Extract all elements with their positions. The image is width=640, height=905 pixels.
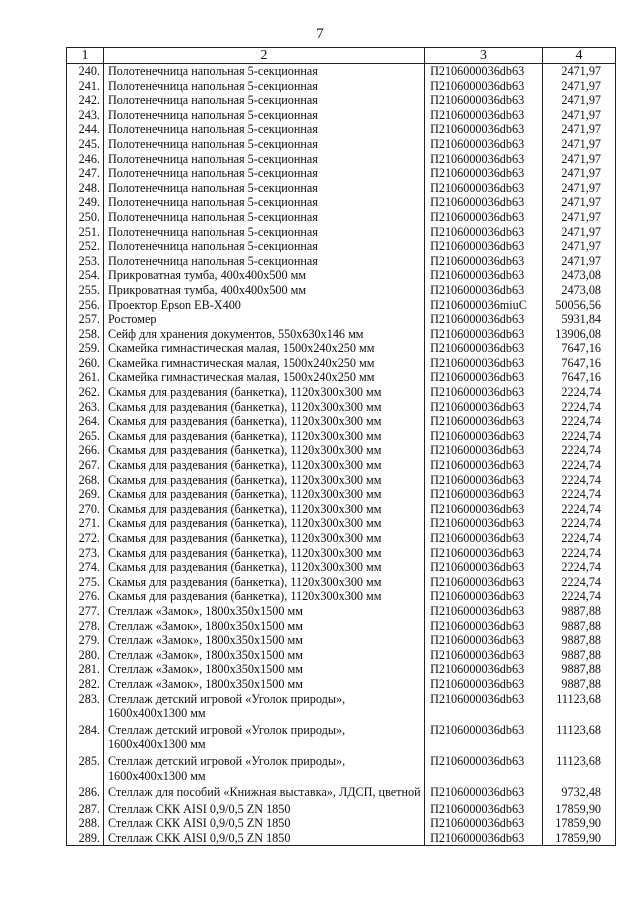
item-price: 9887,88	[543, 662, 616, 677]
item-price: 17859,90	[543, 802, 616, 817]
table-row	[67, 385, 616, 400]
table-row	[67, 662, 616, 677]
item-name: Скамейка гимнастическая малая, 1500x240x250 мм	[103, 370, 424, 385]
table-row	[67, 531, 616, 546]
item-price: 2471,97	[543, 79, 616, 94]
item-price: 2224,74	[543, 473, 616, 488]
inventory-code: П2106000036db63	[425, 108, 543, 123]
table-header	[67, 48, 616, 64]
table-row	[67, 239, 616, 254]
inventory-code: П2106000036db63	[425, 648, 543, 663]
item-price: 9887,88	[543, 604, 616, 619]
item-name: Стеллаж «Замок», 1800x350x1500 мм	[103, 619, 424, 634]
item-price: 2471,97	[543, 108, 616, 123]
inventory-code: П2106000036db63	[425, 662, 543, 677]
item-price: 2471,97	[543, 210, 616, 225]
inventory-code: П2106000036db63	[425, 546, 543, 561]
item-name: Полотенечница напольная 5-секционная	[103, 152, 424, 167]
item-name: Полотенечница напольная 5-секционная	[103, 181, 424, 196]
table-row	[67, 802, 616, 817]
item-name: Полотенечница напольная 5-секционная	[103, 210, 424, 225]
row-number: 240.	[67, 64, 104, 79]
item-name: Полотенечница напольная 5-секционная	[103, 108, 424, 123]
inventory-code: П2106000036db63	[425, 195, 543, 210]
column-header-price: 4	[543, 48, 616, 64]
inventory-code: П2106000036db63	[425, 400, 543, 415]
item-name: Стеллаж СКК AISI 0,9/0,5 ZN 1850	[103, 802, 424, 817]
inventory-code: П2106000036db63	[425, 785, 543, 802]
item-name: Сейф для хранения документов, 550x630x146 мм	[103, 327, 424, 342]
item-price: 2471,97	[543, 254, 616, 269]
inventory-code: П2106000036db63	[425, 443, 543, 458]
item-price: 2224,74	[543, 531, 616, 546]
table-row	[67, 370, 616, 385]
row-number: 250.	[67, 210, 104, 225]
item-name: Стеллаж «Замок», 1800x350x1500 мм	[103, 648, 424, 663]
table-row	[67, 604, 616, 619]
row-number: 285.	[67, 754, 104, 785]
item-price: 11123,68	[543, 723, 616, 754]
row-number: 283.	[67, 692, 104, 723]
inventory-code: П2106000036db63	[425, 225, 543, 240]
table-row	[67, 93, 616, 108]
table-row	[67, 723, 616, 754]
item-price: 5931,84	[543, 312, 616, 327]
item-price: 2224,74	[543, 516, 616, 531]
inventory-code: П2106000036db63	[425, 754, 543, 785]
item-name: Полотенечница напольная 5-секционная	[103, 64, 424, 79]
row-number: 247.	[67, 166, 104, 181]
item-price: 2224,74	[543, 546, 616, 561]
inventory-code: П2106000036db63	[425, 604, 543, 619]
inventory-code: П2106000036db63	[425, 64, 543, 79]
inventory-code: П2106000036db63	[425, 327, 543, 342]
row-number: 281.	[67, 662, 104, 677]
inventory-code: П2106000036db63	[425, 473, 543, 488]
inventory-code: П2106000036db63	[425, 181, 543, 196]
item-name: Скамья для раздевания (банкетка), 1120x300x300 мм	[103, 385, 424, 400]
inventory-code: П2106000036db63	[425, 356, 543, 371]
item-name: Полотенечница напольная 5-секционная	[103, 137, 424, 152]
row-number: 254.	[67, 268, 104, 283]
row-number: 280.	[67, 648, 104, 663]
inventory-code: П2106000036db63	[425, 93, 543, 108]
row-number: 279.	[67, 633, 104, 648]
table-row	[67, 166, 616, 181]
inventory-code: П2106000036db63	[425, 816, 543, 831]
column-header-number: 1	[67, 48, 104, 64]
row-number: 278.	[67, 619, 104, 634]
row-number: 271.	[67, 516, 104, 531]
row-number: 287.	[67, 802, 104, 817]
item-price: 2224,74	[543, 400, 616, 415]
item-name: Полотенечница напольная 5-секционная	[103, 122, 424, 137]
row-number: 264.	[67, 414, 104, 429]
table-row	[67, 429, 616, 444]
item-price: 2471,97	[543, 122, 616, 137]
item-price: 2224,74	[543, 385, 616, 400]
table-row	[67, 414, 616, 429]
row-number: 251.	[67, 225, 104, 240]
table-row	[67, 487, 616, 502]
table-row	[67, 283, 616, 298]
table-row	[67, 560, 616, 575]
column-header-code: 3	[425, 48, 543, 64]
row-number: 288.	[67, 816, 104, 831]
row-number: 275.	[67, 575, 104, 590]
item-price: 2471,97	[543, 152, 616, 167]
item-name: Скамья для раздевания (банкетка), 1120x300x300 мм	[103, 546, 424, 561]
inventory-code: П2106000036db63	[425, 502, 543, 517]
inventory-code: П2106000036db63	[425, 341, 543, 356]
row-number: 253.	[67, 254, 104, 269]
item-name: Скамейка гимнастическая малая, 1500x240x250 мм	[103, 341, 424, 356]
page-number: 7	[316, 26, 324, 42]
inventory-code: П2106000036db63	[425, 633, 543, 648]
item-name: Стеллаж для пособий «Книжная выставка», ЛДСП, цветной	[103, 785, 424, 802]
row-number: 277.	[67, 604, 104, 619]
item-name: Скамья для раздевания (банкетка), 1120x300x300 мм	[103, 429, 424, 444]
row-number: 241.	[67, 79, 104, 94]
row-number: 267.	[67, 458, 104, 473]
row-number: 256.	[67, 298, 104, 313]
column-header-name: 2	[103, 48, 424, 64]
table-row	[67, 619, 616, 634]
table-row	[67, 225, 616, 240]
row-number: 270.	[67, 502, 104, 517]
table-row	[67, 341, 616, 356]
item-price: 17859,90	[543, 831, 616, 846]
inventory-code: П2106000036db63	[425, 429, 543, 444]
item-price: 2471,97	[543, 181, 616, 196]
table-row	[67, 443, 616, 458]
item-price: 7647,16	[543, 341, 616, 356]
row-number: 261.	[67, 370, 104, 385]
table-row	[67, 677, 616, 692]
inventory-code: П2106000036db63	[425, 619, 543, 634]
item-name: Скамья для раздевания (банкетка), 1120x300x300 мм	[103, 443, 424, 458]
item-name: Скамья для раздевания (банкетка), 1120x300x300 мм	[103, 575, 424, 590]
row-number: 268.	[67, 473, 104, 488]
inventory-table	[66, 47, 616, 846]
row-number: 262.	[67, 385, 104, 400]
table-row	[67, 122, 616, 137]
inventory-code: П2106000036miuC	[425, 298, 543, 313]
inventory-code: П2106000036db63	[425, 458, 543, 473]
table-row	[67, 79, 616, 94]
item-name: Ростомер	[103, 312, 424, 327]
item-price: 2224,74	[543, 414, 616, 429]
row-number: 244.	[67, 122, 104, 137]
table-row	[67, 254, 616, 269]
table-row	[67, 181, 616, 196]
item-name: Скамья для раздевания (банкетка), 1120x300x300 мм	[103, 560, 424, 575]
row-number: 266.	[67, 443, 104, 458]
inventory-code: П2106000036db63	[425, 723, 543, 754]
inventory-code: П2106000036db63	[425, 283, 543, 298]
inventory-code: П2106000036db63	[425, 414, 543, 429]
item-name: Скамья для раздевания (банкетка), 1120x300x300 мм	[103, 589, 424, 604]
table-row	[67, 195, 616, 210]
item-price: 2471,97	[543, 137, 616, 152]
table-row	[67, 516, 616, 531]
item-price: 2473,08	[543, 283, 616, 298]
row-number: 255.	[67, 283, 104, 298]
item-price: 2224,74	[543, 429, 616, 444]
inventory-code: П2106000036db63	[425, 210, 543, 225]
inventory-code: П2106000036db63	[425, 239, 543, 254]
item-name: Полотенечница напольная 5-секционная	[103, 93, 424, 108]
row-number: 274.	[67, 560, 104, 575]
item-price: 7647,16	[543, 370, 616, 385]
row-number: 259.	[67, 341, 104, 356]
item-price: 2471,97	[543, 239, 616, 254]
table-body	[67, 64, 616, 846]
row-number: 286.	[67, 785, 104, 802]
item-price: 2471,97	[543, 93, 616, 108]
inventory-code: П2106000036db63	[425, 531, 543, 546]
item-name: Полотенечница напольная 5-секционная	[103, 225, 424, 240]
row-number: 289.	[67, 831, 104, 846]
row-number: 276.	[67, 589, 104, 604]
table-row	[67, 816, 616, 831]
row-number: 246.	[67, 152, 104, 167]
item-price: 2224,74	[543, 575, 616, 590]
item-name: Проектор Epson EB-X400	[103, 298, 424, 313]
item-name: Прикроватная тумба, 400x400x500 мм	[103, 283, 424, 298]
table-row	[67, 458, 616, 473]
item-price: 50056,56	[543, 298, 616, 313]
inventory-code: П2106000036db63	[425, 802, 543, 817]
item-name: Стеллаж детский игровой «Уголок природы», 1600x400x1300 мм	[103, 692, 424, 723]
inventory-code: П2106000036db63	[425, 152, 543, 167]
inventory-code: П2106000036db63	[425, 122, 543, 137]
item-price: 2471,97	[543, 195, 616, 210]
item-name: Стеллаж детский игровой «Уголок природы», 1600x400x1300 мм	[103, 723, 424, 754]
item-name: Прикроватная тумба, 400x400x500 мм	[103, 268, 424, 283]
row-number: 272.	[67, 531, 104, 546]
item-name: Скамейка гимнастическая малая, 1500x240x250 мм	[103, 356, 424, 371]
inventory-code: П2106000036db63	[425, 370, 543, 385]
table-row	[67, 831, 616, 846]
table-row	[67, 137, 616, 152]
item-price: 11123,68	[543, 754, 616, 785]
item-price: 2471,97	[543, 166, 616, 181]
inventory-code: П2106000036db63	[425, 166, 543, 181]
inventory-code: П2106000036db63	[425, 575, 543, 590]
inventory-code: П2106000036db63	[425, 268, 543, 283]
item-name: Стеллаж СКК AISI 0,9/0,5 ZN 1850	[103, 831, 424, 846]
inventory-code: П2106000036db63	[425, 677, 543, 692]
table-row	[67, 312, 616, 327]
item-price: 2224,74	[543, 560, 616, 575]
item-name: Скамья для раздевания (банкетка), 1120x300x300 мм	[103, 502, 424, 517]
item-price: 2473,08	[543, 268, 616, 283]
table-row	[67, 502, 616, 517]
item-price: 17859,90	[543, 816, 616, 831]
row-number: 257.	[67, 312, 104, 327]
item-price: 13906,08	[543, 327, 616, 342]
item-name: Стеллаж «Замок», 1800x350x1500 мм	[103, 604, 424, 619]
item-name: Стеллаж детский игровой «Уголок природы», 1600x400x1300 мм	[103, 754, 424, 785]
item-name: Полотенечница напольная 5-секционная	[103, 239, 424, 254]
table-row	[67, 268, 616, 283]
item-name: Полотенечница напольная 5-секционная	[103, 166, 424, 181]
row-number: 284.	[67, 723, 104, 754]
row-number: 249.	[67, 195, 104, 210]
inventory-code: П2106000036db63	[425, 137, 543, 152]
table-row	[67, 589, 616, 604]
item-name: Полотенечница напольная 5-секционная	[103, 79, 424, 94]
table-row	[67, 633, 616, 648]
table-row	[67, 152, 616, 167]
item-price: 2224,74	[543, 589, 616, 604]
item-name: Стеллаж «Замок», 1800x350x1500 мм	[103, 662, 424, 677]
table-row	[67, 473, 616, 488]
row-number: 282.	[67, 677, 104, 692]
item-name: Скамья для раздевания (банкетка), 1120x300x300 мм	[103, 458, 424, 473]
table-row	[67, 356, 616, 371]
item-name: Скамья для раздевания (банкетка), 1120x300x300 мм	[103, 487, 424, 502]
item-name: Скамья для раздевания (банкетка), 1120x300x300 мм	[103, 531, 424, 546]
table-row	[67, 327, 616, 342]
row-number: 242.	[67, 93, 104, 108]
item-name: Скамья для раздевания (банкетка), 1120x300x300 мм	[103, 400, 424, 415]
inventory-code: П2106000036db63	[425, 79, 543, 94]
row-number: 273.	[67, 546, 104, 561]
row-number: 245.	[67, 137, 104, 152]
item-price: 2224,74	[543, 458, 616, 473]
item-price: 9887,88	[543, 633, 616, 648]
row-number: 265.	[67, 429, 104, 444]
item-name: Скамья для раздевания (банкетка), 1120x300x300 мм	[103, 473, 424, 488]
item-price: 9887,88	[543, 677, 616, 692]
item-name: Стеллаж СКК AISI 0,9/0,5 ZN 1850	[103, 816, 424, 831]
inventory-code: П2106000036db63	[425, 312, 543, 327]
row-number: 269.	[67, 487, 104, 502]
inventory-code: П2106000036db63	[425, 831, 543, 846]
item-price: 9732,48	[543, 785, 616, 802]
row-number: 258.	[67, 327, 104, 342]
table-row	[67, 546, 616, 561]
item-name: Скамья для раздевания (банкетка), 1120x300x300 мм	[103, 414, 424, 429]
item-name: Стеллаж «Замок», 1800x350x1500 мм	[103, 633, 424, 648]
table-row	[67, 64, 616, 79]
inventory-code: П2106000036db63	[425, 692, 543, 723]
item-price: 11123,68	[543, 692, 616, 723]
table-row	[67, 575, 616, 590]
item-price: 2471,97	[543, 64, 616, 79]
table-row	[67, 754, 616, 785]
table-row	[67, 298, 616, 313]
item-price: 9887,88	[543, 648, 616, 663]
table-row	[67, 785, 616, 802]
item-name: Стеллаж «Замок», 1800x350x1500 мм	[103, 677, 424, 692]
item-name: Полотенечница напольная 5-секционная	[103, 195, 424, 210]
inventory-code: П2106000036db63	[425, 254, 543, 269]
item-price: 9887,88	[543, 619, 616, 634]
inventory-code: П2106000036db63	[425, 589, 543, 604]
item-price: 2224,74	[543, 502, 616, 517]
row-number: 263.	[67, 400, 104, 415]
inventory-code: П2106000036db63	[425, 487, 543, 502]
table-row	[67, 692, 616, 723]
item-name: Полотенечница напольная 5-секционная	[103, 254, 424, 269]
item-name: Скамья для раздевания (банкетка), 1120x300x300 мм	[103, 516, 424, 531]
inventory-code: П2106000036db63	[425, 385, 543, 400]
row-number: 243.	[67, 108, 104, 123]
item-price: 2224,74	[543, 487, 616, 502]
table-row	[67, 400, 616, 415]
table-row	[67, 108, 616, 123]
row-number: 252.	[67, 239, 104, 254]
table-row	[67, 210, 616, 225]
table-row	[67, 648, 616, 663]
item-price: 2224,74	[543, 443, 616, 458]
item-price: 2471,97	[543, 225, 616, 240]
row-number: 260.	[67, 356, 104, 371]
row-number: 248.	[67, 181, 104, 196]
item-price: 7647,16	[543, 356, 616, 371]
inventory-code: П2106000036db63	[425, 516, 543, 531]
inventory-code: П2106000036db63	[425, 560, 543, 575]
